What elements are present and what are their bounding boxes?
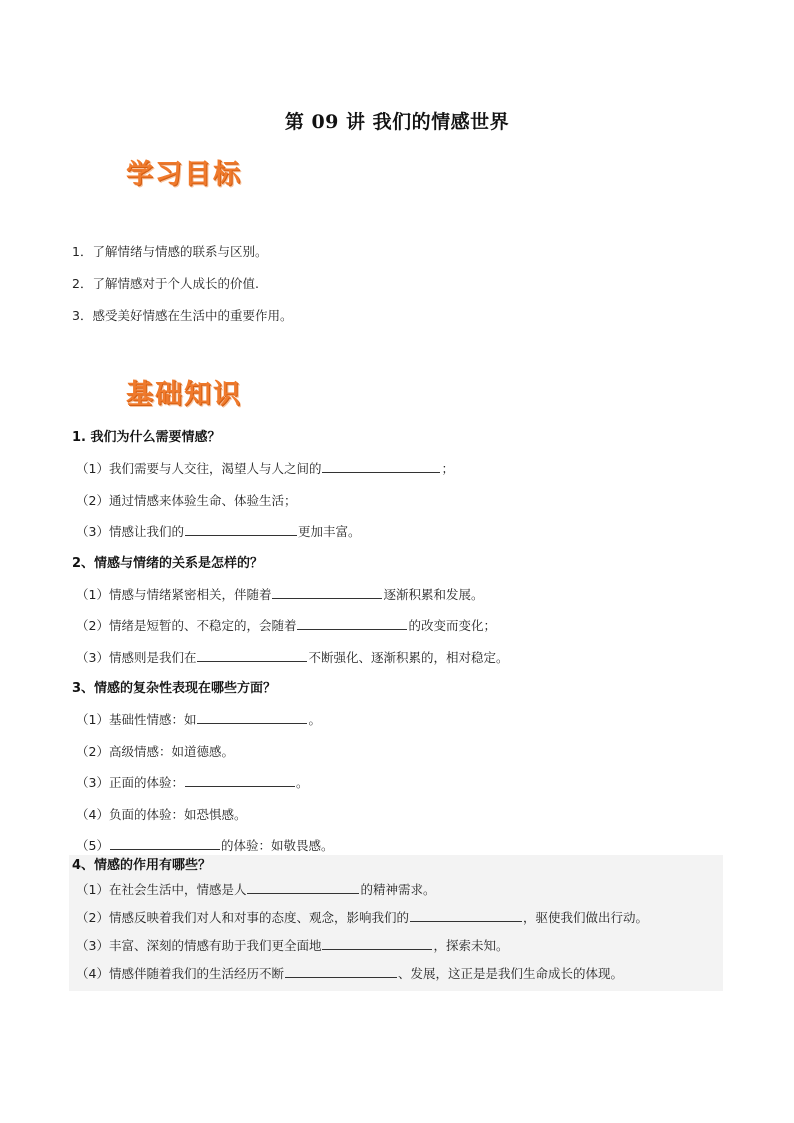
fill-blank[interactable] bbox=[322, 935, 432, 950]
q1-item-3: （3）情感让我们的 更加丰富。 bbox=[72, 516, 724, 548]
q4-item-2: （2）情感反映着我们对人和对事的态度、观念，影响我们的 ，驱使我们做出行动。 bbox=[69, 904, 723, 932]
fill-blank[interactable] bbox=[285, 963, 397, 978]
q3-item-3: （3）正面的体验： 。 bbox=[72, 767, 724, 799]
goals-heading: 学习目标 bbox=[126, 159, 242, 190]
fill-blank[interactable] bbox=[110, 835, 220, 850]
q1-item-2: （2）通过情感来体验生命、体验生活； bbox=[76, 492, 297, 508]
fill-blank[interactable] bbox=[272, 584, 382, 599]
page-title: 第 09 讲 我们的情感世界 bbox=[284, 111, 510, 133]
question-4-title: 4、情感的作用有哪些？ bbox=[72, 858, 212, 873]
q2-item-1: （1）情感与情绪紧密相关，伴随着 逐渐积累和发展。 bbox=[72, 579, 724, 611]
fill-blank[interactable] bbox=[247, 879, 359, 894]
q4-item-1: （1）在社会生活中，情感是人 的精神需求。 bbox=[69, 876, 723, 904]
q3-item-5: （5） 的体验：如敬畏感。 bbox=[72, 830, 724, 862]
fill-blank[interactable] bbox=[197, 709, 307, 724]
question-1-title: 1. 我们为什么需要情感？ bbox=[72, 430, 221, 445]
goal-item: 2．了解情感对于个人成长的价值. bbox=[72, 276, 259, 291]
q4-item-4: （4）情感伴随着我们的生活经历不断 、发展，这正是是我们生命成长的体现。 bbox=[69, 960, 723, 988]
knowledge-heading: 基础知识 bbox=[126, 379, 242, 410]
question-2-title: 2、情感与情绪的关系是怎样的？ bbox=[72, 555, 264, 571]
goal-item: 3．感受美好情感在生活中的重要作用。 bbox=[72, 308, 293, 323]
q3-item-1: （1）基础性情感：如 。 bbox=[72, 704, 724, 736]
q2-item-2: （2）情绪是短暂的、不稳定的，会随着 的改变而变化； bbox=[72, 610, 724, 642]
q3-item-4: （4）负面的体验：如恐惧感。 bbox=[76, 806, 247, 822]
goal-item: 1．了解情绪与情感的联系与区别。 bbox=[72, 244, 268, 259]
q3-item-2: （2）高级情感：如道德感。 bbox=[76, 743, 234, 759]
fill-blank[interactable] bbox=[185, 521, 297, 536]
fill-blank[interactable] bbox=[185, 772, 295, 787]
knowledge-section bbox=[72, 422, 724, 862]
q4-item-3: （3）丰富、深刻的情感有助于我们更全面地 ，探索未知。 bbox=[69, 932, 723, 960]
fill-blank[interactable] bbox=[322, 458, 440, 473]
goals-list bbox=[72, 236, 292, 332]
question-4-block bbox=[69, 855, 723, 991]
q2-item-3: （3）情感则是我们在 不断强化、逐渐积累的，相对稳定。 bbox=[72, 642, 724, 674]
fill-blank[interactable] bbox=[297, 615, 407, 630]
question-3-title: 3、情感的复杂性表现在哪些方面？ bbox=[72, 681, 277, 696]
q1-item-1: （1）我们需要与人交往，渴望人与人之间的 ； bbox=[72, 453, 724, 485]
fill-blank[interactable] bbox=[197, 647, 307, 662]
fill-blank[interactable] bbox=[410, 907, 522, 922]
